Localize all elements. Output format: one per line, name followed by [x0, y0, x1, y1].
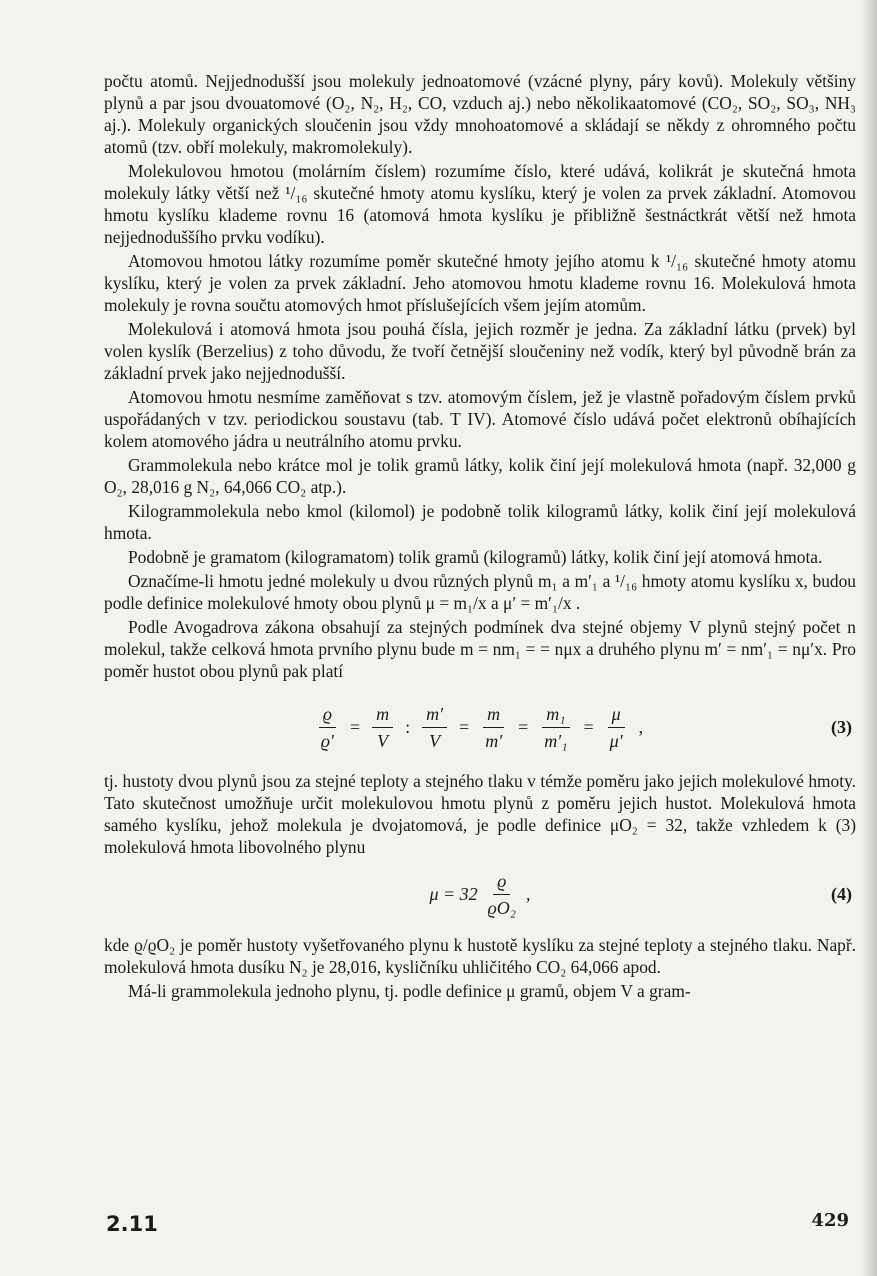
paragraph: Molekulová i atomová hmota jsou pouhá čísla, jejich rozměr je jedna. Za základní látku (prvek) byl volen kyslík (Berzelius) z toho důvodu, že tvoří četnější sloučeniny než vodík, který byl původně brán za základní prvek jako nejjednodušší.: [104, 319, 856, 383]
denominator: μ′: [609, 730, 623, 751]
denominator: ϱ′: [320, 730, 334, 751]
numerator: m: [483, 703, 504, 728]
paragraph: Označíme-li hmotu jedné molekuly u dvou různých plynů m₁ a m′₁ a ¹/₁₆ hmoty atomu kyslíku x, budou podle definice molekulové hmoty obou plynů μ = m₁/x a μ′ = m′₁/x .: [104, 571, 856, 613]
denominator: m′: [485, 730, 503, 751]
scan-shadow: [861, 0, 877, 1276]
fraction: [317, 703, 338, 752]
chapter-number: 2.11: [106, 1212, 158, 1236]
paragraph: tj. hustoty dvou plynů jsou za stejné teploty a stejného tlaku v témže poměru jako jejich molekulové hmoty. Tato skutečnost umožňuje určit molekulovou hmotu plynů z poměru jejich hustot. Molekulová hmota samého kyslíku, jehož molekula je dvojatomová, je podle definice μO₂ = 32, takže vzhledem k (3) molekulová hmota libovolného plynu: [104, 771, 856, 857]
paragraph: Grammolekula nebo krátce mol je tolik gramů látky, kolik činí její molekulová hmota (např. 32,000 g O₂, 28,016 g N₂, 64,066 CO₂ atp.).: [104, 455, 856, 497]
paragraph: kde ϱ/ϱO₂ je poměr hustoty vyšetřovaného plynu k hustotě kyslíku za stejné teploty a stejného tlaku. Např. molekulová hmota dusíku N₂ je 28,016, kysličníku uhličitého CO₂ 64,066 apod.: [104, 935, 856, 977]
denominator: m′₁: [544, 730, 568, 751]
page-number: 429: [811, 1210, 849, 1231]
page-text: [104, 70, 856, 1002]
paragraph: Molekulovou hmotou (molárním číslem) rozumíme číslo, které udává, kolikrát je skutečná hmota molekuly látky větší než ¹/₁₆ skutečné hmoty atomu kyslíku, který je volen za prvek základní. Atomovou hmotu kyslíku klademe rovnu 16 (atomová hmota kyslíku je přibližně šestnáctkrát větší než hmota nejjednoduššího prvku vodíku).: [104, 161, 856, 247]
operator: =: [583, 717, 594, 737]
numerator: μ: [608, 703, 625, 728]
numerator: ϱ: [493, 870, 510, 895]
paragraph: Atomovou hmotou látky rozumíme poměr skutečné hmoty jejího atomu k ¹/₁₆ skutečné hmoty atomu kyslíku, který je volen za prvek základní. Jeho atomovou hmotu klademe rovnu 16. Molekulová hmota molekuly je rovna součtu atomových hmot příslušejících všem jejím atomům.: [104, 251, 856, 315]
equation-3: [104, 696, 856, 758]
equation-4: [104, 868, 856, 920]
equation-number: (4): [831, 884, 852, 904]
denominator: V: [377, 730, 389, 751]
numerator: m: [372, 703, 393, 728]
operator: =: [518, 717, 529, 737]
fraction: [372, 703, 393, 752]
fraction: [422, 703, 447, 752]
equation-number: (3): [831, 717, 852, 737]
punctuation: ,: [638, 717, 644, 737]
denominator: ϱO₂: [487, 897, 517, 918]
numerator: ϱ: [319, 703, 336, 728]
fraction: [484, 870, 520, 919]
page-footer: [0, 1208, 877, 1238]
numerator: m₁: [542, 703, 569, 728]
paragraph: Podobně je gramatom (kilogramatom) tolik gramů (kilogramů) látky, kolik činí její atomová hmota.: [128, 547, 823, 567]
fraction: [481, 703, 506, 752]
operator: =: [349, 717, 361, 737]
operator: =: [459, 717, 470, 737]
fraction: [606, 703, 627, 752]
paragraph: Kilogrammolekula nebo kmol (kilomol) je podobně tolik kilogramů látky, kolik činí její molekulová hmota.: [104, 501, 856, 543]
paragraph: Podle Avogadrova zákona obsahují za stejných podmínek dva stejné objemy V plynů stejný počet n molekul, takže celková hmota prvního plynu bude m = nm₁ = = nμx a druhého plynu m′ = nm′₁ = nμ′x. Pro poměr hustot obou plynů pak platí: [104, 617, 856, 681]
paragraph: počtu atomů. Nejjednodušší jsou molekuly jednoatomové (vzácné plyny, páry kovů). Molekuly většiny plynů a par jsou dvouatomové (O₂, N₂, H₂, CO, vzduch aj.) nebo několikaatomové (CO₂, SO₂, SO₃, NH₃ aj.). Molekuly organických sloučenin jsou vždy mnohoatomové a skládají se někdy z ohromného počtu atomů (tzv. obří molekuly, makromolekuly).: [104, 71, 856, 157]
paragraph: Má-li grammolekula jednoho plynu, tj. podle definice μ gramů, objem V a gram-: [128, 981, 691, 1001]
paragraph: Atomovou hmotu nesmíme zaměňovat s tzv. atomovým číslem, jež je vlastně pořadovým číslem prvků uspořádaných v tzv. periodickou soustavu (tab. T IV). Atomové číslo udává počet elektronů obíhajících kolem atomového jádra u neutrálního atomu prvku.: [104, 387, 856, 451]
punctuation: ,: [526, 884, 531, 904]
operator: :: [405, 717, 411, 737]
denominator: V: [429, 730, 441, 751]
fraction: [540, 703, 571, 752]
equation-lhs: μ = 32: [429, 884, 478, 904]
numerator: m′: [422, 703, 447, 728]
